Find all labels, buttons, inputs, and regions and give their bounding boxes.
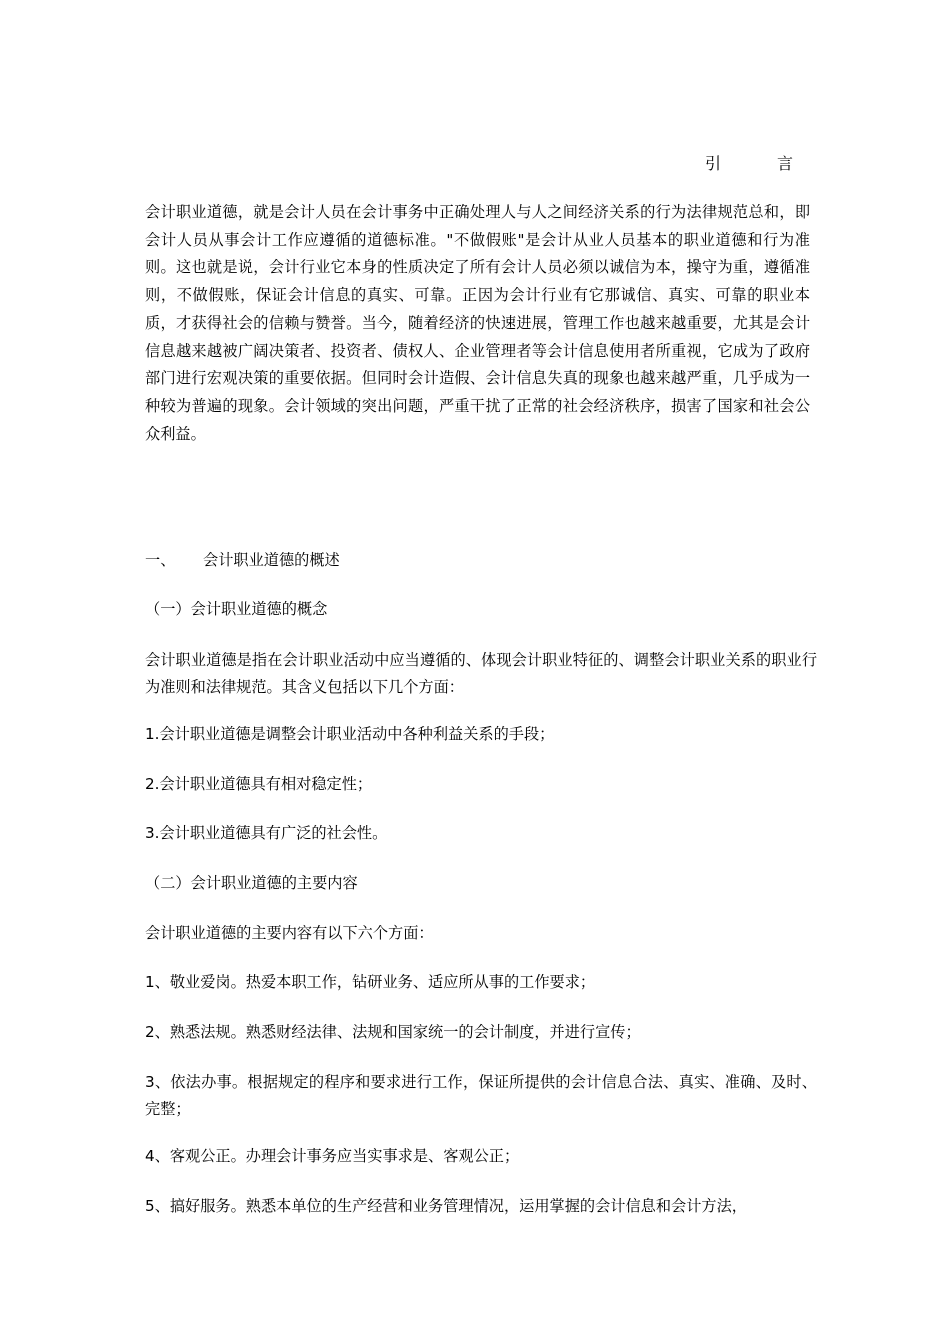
- section-heading: [145, 547, 820, 574]
- list-item: 1、敬业爱岗。热爱本职工作，钻研业务、适应所从事的工作要求；: [145, 973, 596, 991]
- content-intro-paragraph: 会计职业道德的主要内容有以下六个方面：: [145, 924, 434, 942]
- list-item: 2.会计职业道德具有相对稳定性；: [145, 775, 373, 793]
- section-title: 会计职业道德的概述: [203, 551, 340, 569]
- list-item: 3、依法办事。根据规定的程序和要求进行工作，保证所提供的会计信息合法、真实、准确、及时、完整；: [145, 1073, 817, 1118]
- list-item: 5、搞好服务。熟悉本单位的生产经营和业务管理情况，运用掌握的会计信息和会计方法，: [145, 1197, 747, 1215]
- subsection-heading: （二）会计职业道德的主要内容: [145, 874, 358, 892]
- subsection-heading: （一）会计职业道德的概念: [145, 600, 328, 618]
- list-item: 4、客观公正。办理会计事务应当实事求是、客观公正；: [145, 1147, 520, 1165]
- section-number: 一、: [145, 551, 176, 569]
- intro-paragraph: 会计职业道德，就是会计人员在会计事务中正确处理人与人之间经济关系的行为法律规范总和，即会计人员从事会计工作应遵循的道德标准。"不做假账"是会计从业人员基本的职业道德和行为准则。这也就是说，会计行业它本身的性质决定了所有会计人员必须以诚信为本，操守为重，遵循准则，不做假账，保证会计信息的真实、可靠。正因为会计行业有它那诚信、真实、可靠的职业本质，才获得社会的信赖与赞誉。当今，随着经济的快速进展，管理工作也越来越重要，尤其是会计信息越来越被广阔决策者、投资者、债权人、企业管理者等会计信息使用者所重视，它成为了政府部门进行宏观决策的重要依据。但同时会计造假、会计信息失真的现象也越来越严重，几乎成为一种较为普遍的现象。会计领域的突出问题，严重干扰了正常的社会经济秩序，损害了国家和社会公众利益。: [145, 203, 810, 443]
- list-item: 2、熟悉法规。熟悉财经法律、法规和国家统一的会计制度，并进行宣传；: [145, 1023, 641, 1041]
- document-title: 引 言: [705, 154, 814, 173]
- list-item: 1.会计职业道德是调整会计职业活动中各种利益关系的手段；: [145, 725, 555, 743]
- definition-paragraph: 会计职业道德是指在会计职业活动中应当遵循的、体现会计职业特征的、调整会计职业关系的职业行为准则和法律规范。其含义包括以下几个方面：: [145, 651, 817, 696]
- list-item: 3.会计职业道德具有广泛的社会性。: [145, 824, 388, 842]
